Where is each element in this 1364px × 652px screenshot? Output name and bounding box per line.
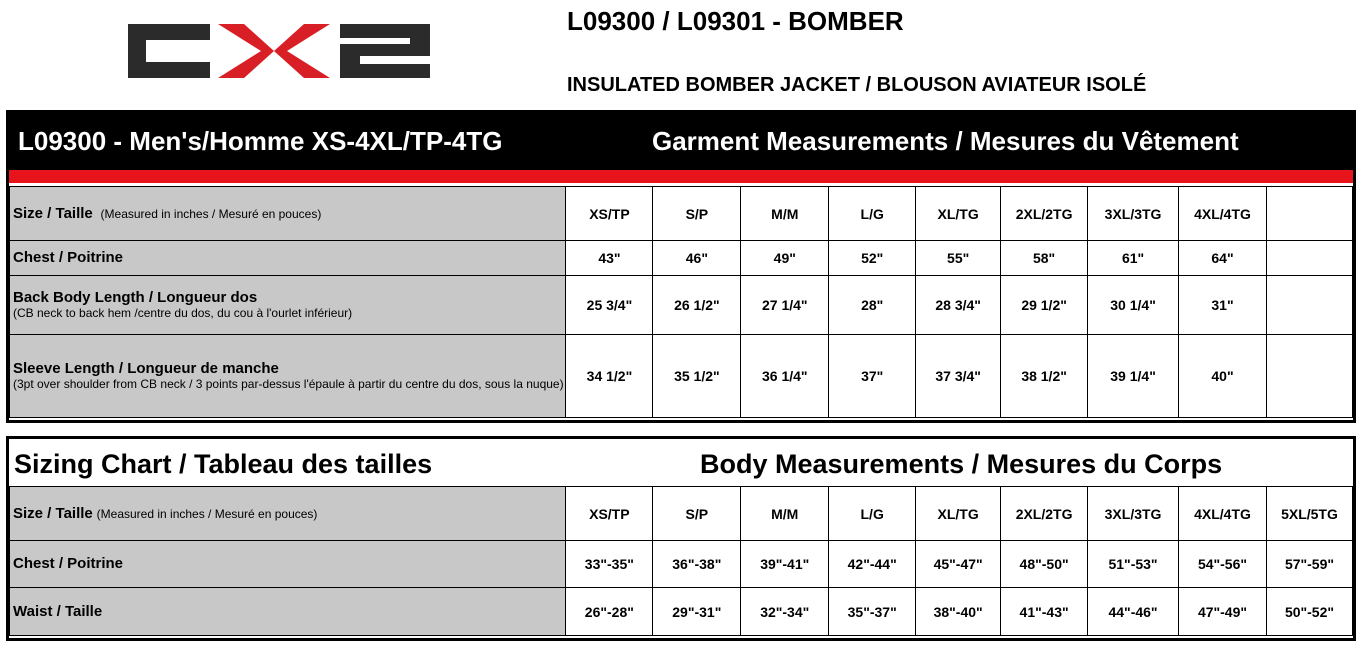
size-cell xyxy=(1266,187,1352,241)
sizing-grid xyxy=(9,486,1353,636)
value-cell: 52" xyxy=(829,241,916,276)
garment-grid xyxy=(9,186,1353,418)
size-cell: L/G xyxy=(829,487,916,541)
value-cell: 57"-59" xyxy=(1266,541,1352,588)
row-label: Chest / Poitrine xyxy=(10,541,566,588)
value-cell: 37" xyxy=(829,335,916,418)
size-cell: 5XL/5TG xyxy=(1266,487,1352,541)
value-cell: 26"-28" xyxy=(566,588,653,636)
size-cell: 3XL/3TG xyxy=(1088,187,1179,241)
value-cell: 64" xyxy=(1179,241,1267,276)
size-cell: XL/TG xyxy=(916,487,1001,541)
value-cell: 42"-44" xyxy=(829,541,916,588)
value-cell: 28 3/4" xyxy=(916,276,1001,335)
value-cell: 40" xyxy=(1179,335,1267,418)
cx2-logo xyxy=(118,14,438,88)
sizing-chart-header xyxy=(9,439,1353,486)
size-cell: 4XL/4TG xyxy=(1179,487,1267,541)
sizing-chart-title: Sizing Chart / Tableau des tailles xyxy=(14,449,433,479)
value-cell: 35 1/2" xyxy=(653,335,741,418)
row-label: Sleeve Length / Longueur de manche (3pt over shoulder from CB neck / 3 points par-dessus l'épaule à partir du centre du dos, sous la nuque) xyxy=(10,335,566,418)
row-label: Waist / Taille xyxy=(10,588,566,636)
value-cell: 43" xyxy=(566,241,653,276)
value-cell: 48"-50" xyxy=(1001,541,1088,588)
value-cell: 29 1/2" xyxy=(1001,276,1088,335)
size-row xyxy=(10,187,1353,241)
size-cell: S/P xyxy=(653,487,741,541)
size-cell: XS/TP xyxy=(566,487,653,541)
value-cell xyxy=(1266,276,1352,335)
value-cell: 33"-35" xyxy=(566,541,653,588)
table-row xyxy=(10,335,1353,418)
value-cell: 41"-43" xyxy=(1001,588,1088,636)
garment-table-header xyxy=(9,113,1353,170)
value-cell: 50"-52" xyxy=(1266,588,1352,636)
value-cell: 38 1/2" xyxy=(1001,335,1088,418)
value-cell: 30 1/4" xyxy=(1088,276,1179,335)
value-cell: 55" xyxy=(916,241,1001,276)
value-cell: 34 1/2" xyxy=(566,335,653,418)
value-cell: 32"-34" xyxy=(741,588,829,636)
table-row xyxy=(10,541,1353,588)
table-row xyxy=(10,276,1353,335)
size-label-cell: Size / Taille (Measured in inches / Mesuré en pouces) xyxy=(10,187,566,241)
size-row xyxy=(10,487,1353,541)
value-cell: 25 3/4" xyxy=(566,276,653,335)
product-title: L09300 / L09301 - BOMBER xyxy=(567,6,904,36)
garment-table-subtitle: Garment Measurements / Mesures du Vêtement xyxy=(652,126,1239,156)
value-cell: 58" xyxy=(1001,241,1088,276)
value-cell: 49" xyxy=(741,241,829,276)
size-cell: M/M xyxy=(741,487,829,541)
sizing-chart-subtitle: Body Measurements / Mesures du Corps xyxy=(700,449,1223,479)
value-cell: 44"-46" xyxy=(1088,588,1179,636)
size-cell: M/M xyxy=(741,187,829,241)
value-cell: 37 3/4" xyxy=(916,335,1001,418)
size-cell: XS/TP xyxy=(566,187,653,241)
size-cell: XL/TG xyxy=(916,187,1001,241)
value-cell: 47"-49" xyxy=(1179,588,1267,636)
value-cell: 36"-38" xyxy=(653,541,741,588)
sizing-chart-table xyxy=(6,436,1356,641)
garment-table-title: L09300 - Men's/Homme XS-4XL/TP-4TG xyxy=(18,126,503,156)
value-cell: 31" xyxy=(1179,276,1267,335)
value-cell: 39 1/4" xyxy=(1088,335,1179,418)
value-cell: 29"-31" xyxy=(653,588,741,636)
size-cell: S/P xyxy=(653,187,741,241)
value-cell: 46" xyxy=(653,241,741,276)
size-cell: 3XL/3TG xyxy=(1088,487,1179,541)
value-cell xyxy=(1266,335,1352,418)
product-subtitle: INSULATED BOMBER JACKET / BLOUSON AVIATEUR ISOLÉ xyxy=(567,74,1147,96)
size-label-cell: Size / Taille (Measured in inches / Mesuré en pouces) xyxy=(10,487,566,541)
value-cell: 54"-56" xyxy=(1179,541,1267,588)
table-row xyxy=(10,241,1353,276)
value-cell: 35"-37" xyxy=(829,588,916,636)
value-cell xyxy=(1266,241,1352,276)
value-cell: 38"-40" xyxy=(916,588,1001,636)
value-cell: 26 1/2" xyxy=(653,276,741,335)
value-cell: 39"-41" xyxy=(741,541,829,588)
size-cell: 2XL/2TG xyxy=(1001,187,1088,241)
value-cell: 27 1/4" xyxy=(741,276,829,335)
garment-measurements-table xyxy=(6,110,1356,423)
value-cell: 61" xyxy=(1088,241,1179,276)
table-row xyxy=(10,588,1353,636)
row-label: Back Body Length / Longueur dos (CB neck to back hem /centre du dos, du cou à l'ourlet inférieur) xyxy=(10,276,566,335)
value-cell: 45"-47" xyxy=(916,541,1001,588)
size-cell: L/G xyxy=(829,187,916,241)
row-label: Chest / Poitrine xyxy=(10,241,566,276)
value-cell: 36 1/4" xyxy=(741,335,829,418)
value-cell: 51"-53" xyxy=(1088,541,1179,588)
value-cell: 28" xyxy=(829,276,916,335)
size-cell: 4XL/4TG xyxy=(1179,187,1267,241)
size-cell: 2XL/2TG xyxy=(1001,487,1088,541)
accent-bar xyxy=(9,170,1353,183)
